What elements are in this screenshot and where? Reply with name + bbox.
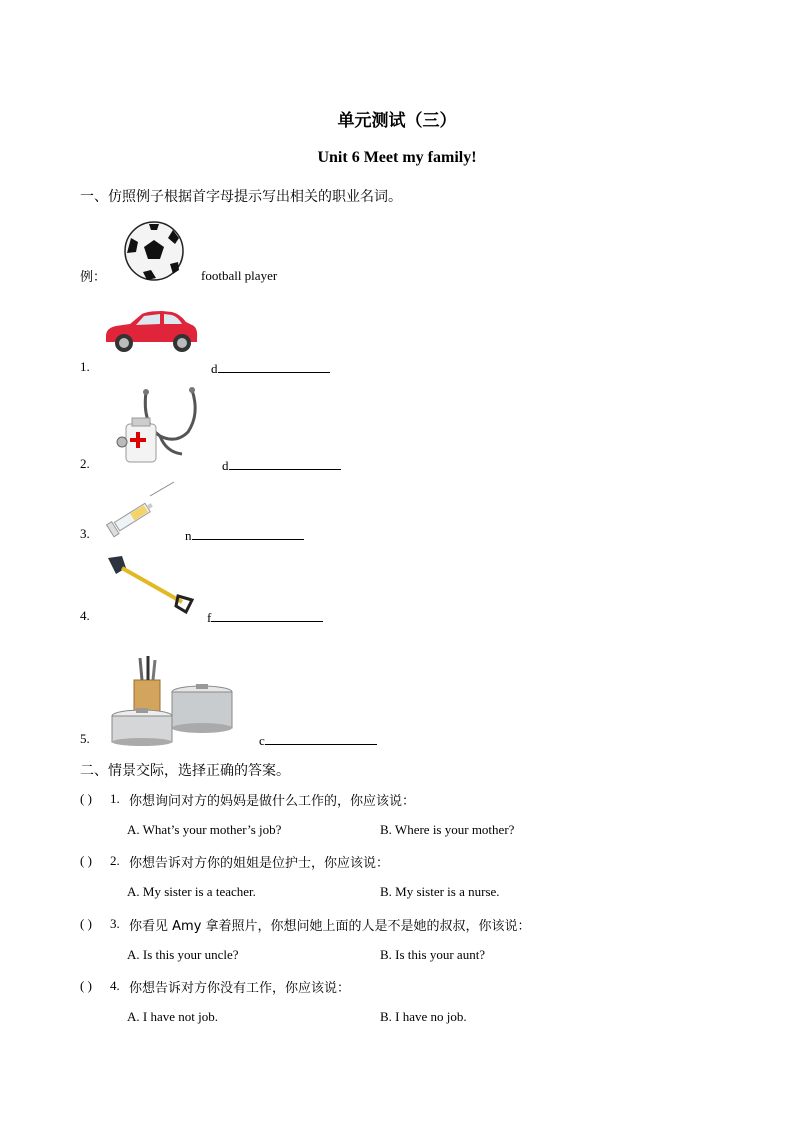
unit-subtitle: Unit 6 Meet my family! [317,149,477,166]
item-4-letter: f [207,610,212,625]
q3-text: 你看见 Amy 拿着照片，你想问她上面的人是不是她的叔叔，你该说： [129,919,531,934]
syringe-image [104,480,176,542]
shovel-image [106,554,196,614]
q2-option-b[interactable]: B. My sister is a nurse. [380,884,500,899]
q2-number: 2. [110,853,120,868]
cookware-image [110,654,242,746]
item-2-letter: d [222,458,229,473]
item-2-number: 2. [80,456,90,471]
q3-option-a[interactable]: A. Is this your uncle? [127,947,239,962]
item-4-number: 4. [80,608,90,623]
section1-heading: 一、仿照例子根据首字母提示写出相关的职业名词。 [80,189,402,205]
q4-answer-paren[interactable]: ( ) [80,978,92,993]
q1-option-b[interactable]: B. Where is your mother? [380,822,515,837]
q1-text: 你想询问对方的妈妈是做什么工作的，你应该说： [129,794,416,809]
q2-text: 你想告诉对方你的姐姐是位护士，你应该说： [129,856,390,871]
item-2-answer-line[interactable] [222,456,341,474]
item-5-number: 5. [80,731,90,746]
q1-number: 1. [110,791,120,806]
item-5-answer-line[interactable] [259,731,377,749]
example-label: 例： [80,270,107,285]
stethoscope-image [112,384,202,468]
item-5-letter: c [259,733,265,748]
q2-answer-paren[interactable]: ( ) [80,853,92,868]
page-title: 单元测试（三） [337,111,457,131]
section2-heading: 二、情景交际，选择正确的答案。 [80,763,290,779]
item-3-blank[interactable] [192,526,304,540]
item-3-number: 3. [80,526,90,541]
item-4-answer-line[interactable] [207,608,323,626]
q4-option-a[interactable]: A. I have not job. [127,1009,218,1024]
q3-number: 3. [110,916,120,931]
item-3-answer-line[interactable] [185,526,304,544]
item-5-blank[interactable] [265,731,377,745]
item-1-number: 1. [80,359,90,374]
item-1-blank[interactable] [218,359,330,373]
q1-option-a[interactable]: A. What’s your mother’s job? [127,822,282,837]
item-3-letter: n [185,528,192,543]
q1-answer-paren[interactable]: ( ) [80,791,92,806]
car-image [102,306,200,354]
item-4-blank[interactable] [211,608,323,622]
football-image [123,220,185,282]
q2-option-a[interactable]: A. My sister is a teacher. [127,884,256,899]
q3-answer-paren[interactable]: ( ) [80,916,92,931]
item-1-letter: d [211,361,218,376]
item-2-blank[interactable] [229,456,341,470]
example-answer: football player [201,268,278,283]
q4-text: 你想告诉对方你没有工作，你应该说： [129,981,351,996]
q4-number: 4. [110,978,120,993]
q4-option-b[interactable]: B. I have no job. [380,1009,467,1024]
q3-option-b[interactable]: B. Is this your aunt? [380,947,486,962]
item-1-answer-line[interactable] [211,359,330,377]
